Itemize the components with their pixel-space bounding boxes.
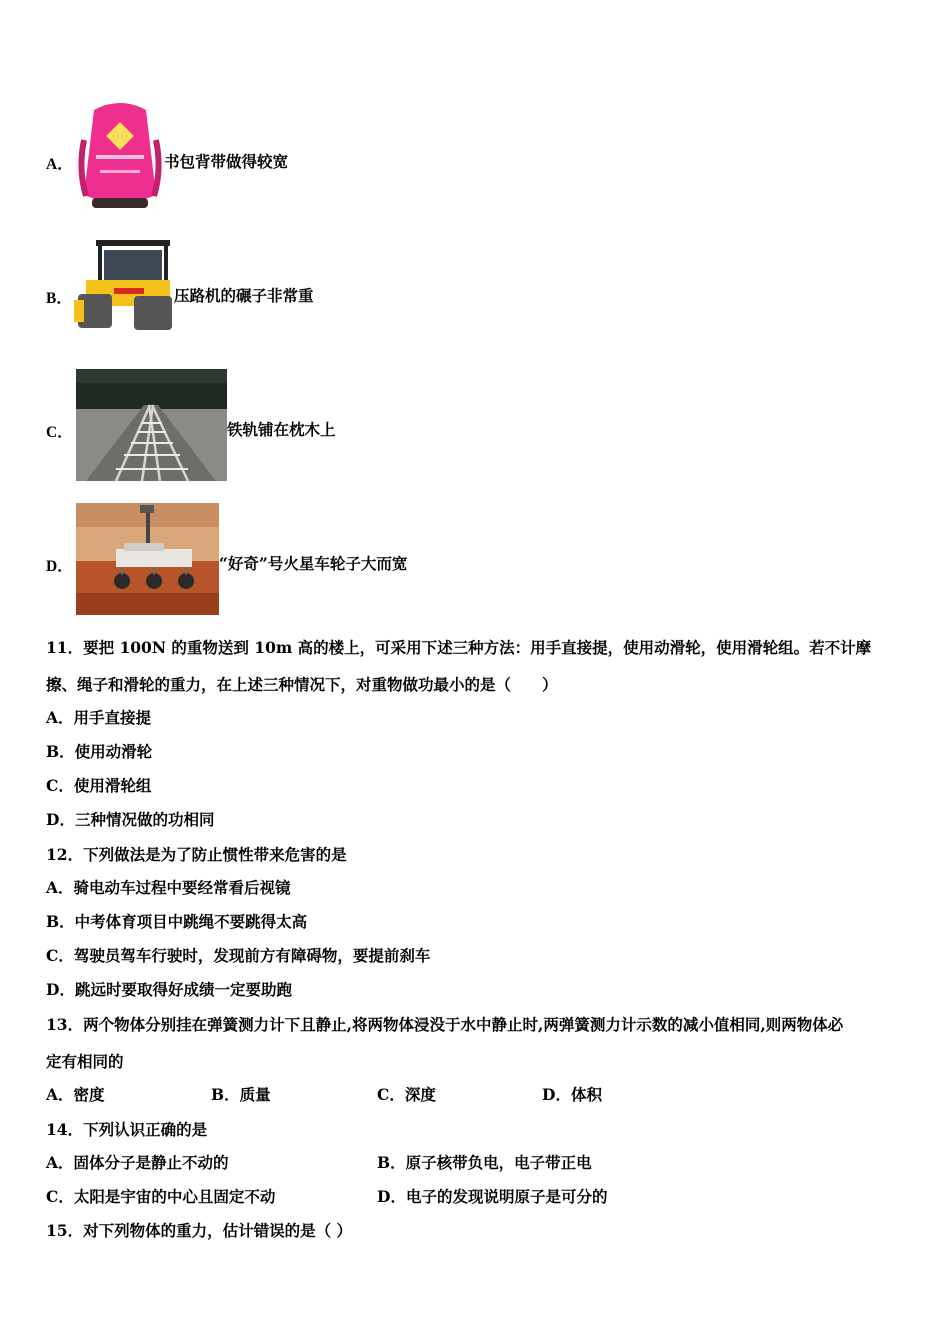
option-a-text: 书包背带做得较宽: [164, 152, 289, 171]
option-c-letter: C．: [46, 424, 73, 441]
q12-stem: 12．下列做法是为了防止惯性带来危害的是: [46, 845, 347, 864]
q12-option-c: C．驾驶员驾车行驶时，发现前方有障碍物，要提前刹车: [46, 946, 431, 965]
option-b-text: 压路机的碾子非常重: [174, 286, 314, 305]
q13-option-b: B．质量: [211, 1085, 271, 1104]
option-c-text: 铁轨铺在枕木上: [227, 420, 336, 439]
q14-stem: 14．下列认识正确的是: [46, 1120, 208, 1139]
option-d-letter: D．: [46, 558, 73, 575]
q13-stem-line2: 定有相同的: [46, 1052, 124, 1071]
q12-option-b: B．中考体育项目中跳绳不要跳得太高: [46, 912, 308, 931]
q13-option-c: C．深度: [377, 1085, 436, 1104]
mars-rover-icon: [76, 503, 219, 615]
q14-option-b: B．原子核带负电，电子带正电: [377, 1153, 592, 1172]
q14-option-c: C．太阳是宇宙的中心且固定不动: [46, 1187, 276, 1206]
q11-stem-line1: 11．要把 100N 的重物送到 10m 高的楼上，可采用下述三种方法：用手直接提，使用动滑轮，使用滑轮组。若不计摩: [46, 638, 872, 657]
q14-option-d: D．电子的发现说明原子是可分的: [377, 1187, 608, 1206]
option-a-letter: A．: [46, 156, 73, 173]
railway-track-icon: [76, 369, 227, 481]
q13-option-d: D．体积: [542, 1085, 602, 1104]
q13-stem-line1: 13．两个物体分别挂在弹簧测力计下且静止,将两物体浸没于水中静止时,两弹簧测力计示数的减小值相同,则两物体必: [46, 1015, 844, 1034]
q15-stem: 15．对下列物体的重力，估计错误的是（ ）: [46, 1221, 352, 1240]
option-b-letter: B．: [46, 290, 72, 307]
q12-option-d: D．跳远时要取得好成绩一定要助跑: [46, 980, 292, 999]
q11-stem-line2: 擦、绳子和滑轮的重力，在上述三种情况下，对重物做功最小的是（ ）: [46, 675, 558, 694]
q12-option-a: A．骑电动车过程中要经常看后视镜: [46, 878, 291, 897]
q11-option-a: A．用手直接提: [46, 708, 152, 727]
q14-option-a: A．固体分子是静止不动的: [46, 1153, 229, 1172]
backpack-icon: [76, 100, 164, 212]
q13-option-a: A．密度: [46, 1085, 105, 1104]
option-d-text: “好奇”号火星车轮子大而宽: [219, 554, 408, 573]
q11-option-d: D．三种情况做的功相同: [46, 810, 215, 829]
road-roller-icon: [74, 236, 174, 336]
q11-option-c: C．使用滑轮组: [46, 776, 152, 795]
q11-option-b: B．使用动滑轮: [46, 742, 153, 761]
